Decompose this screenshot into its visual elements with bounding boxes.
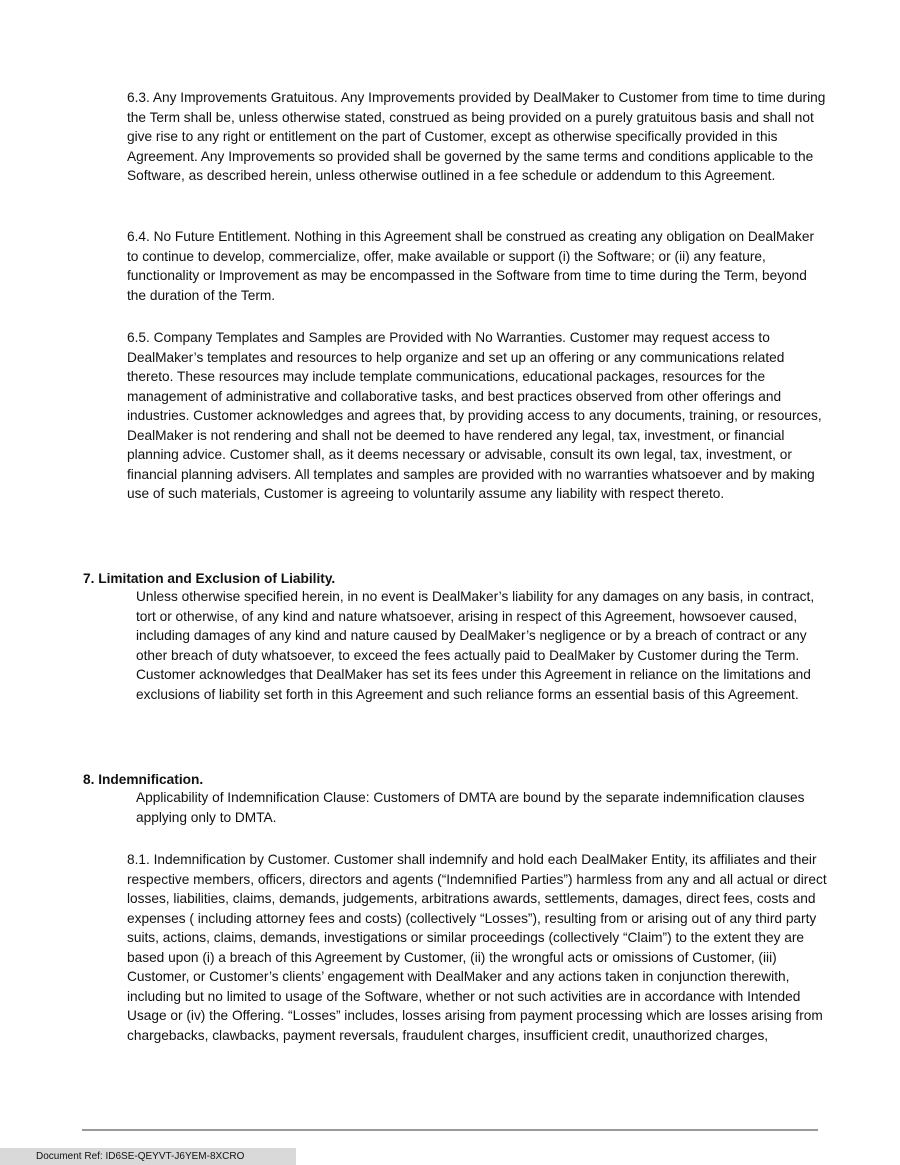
section-8-1-paragraph: 8.1. Indemnification by Customer. Customer shall indemnify and hold each DealMaker Entity, its affiliates and their respective members, officers, directors and agents (“Indemnified Parties”) harmless from any and all actual or direct losses, liabilities, claims, demands, judgements, arbitrations awards, settlements, damages, direct fees, costs and expenses ( including attorney fees and costs) (collectively “Losses”), resulting from or arising out of any third party suits, actions, claims, demands, investigations or similar proceedings (collectively “Claim”) to the extent they are based upon (i) a breach of this Agreement by Customer, (ii) the wrongful acts or omissions of Customer, (iii) Customer, or Customer’s clients’ engagement with DealMaker and any actions taken in conjunction therewith, including but no limited to usage of the Software, whether or not such activities are in accordance with Intended Usage or (iv) the Offering. “Losses” includes, losses arising from payment processing which are losses arising from chargebacks, clawbacks, payment reversals, fraudulent charges, insufficient credit, unauthorized charges, — [127, 852, 827, 1043]
section-6-3-paragraph: 6.3. Any Improvements Gratuitous. Any Improvements provided by DealMaker to Customer from time to time during the Term shall be, unless otherwise stated, construed as being provided on a purely gratuitous basis and shall not give rise to any right or entitlement on the part of Customer, except as otherwise specifically provided in this Agreement. Any Improvements so provided shall be governed by the same terms and conditions applicable to the Software, as described herein, unless otherwise outlined in a fee schedule or addendum to this Agreement. — [127, 90, 826, 183]
section-8-heading: 8. Indemnification. — [83, 772, 204, 787]
footer-divider — [82, 1129, 818, 1131]
section-7-paragraph: Unless otherwise specified herein, in no event is DealMaker’s liability for any damages on any basis, in contract, tort or otherwise, of any kind and nature whatsoever, arising in respect of this Agreement, howsoever caused, including damages of any kind and nature caused by DealMaker’s negligence or by a breach of contract or any other breach of duty whatsoever, to exceed the fees actually paid to DealMaker by Customer during the Term. Customer acknowledges that DealMaker has set its fees under this Agreement in reliance on the limitations and exclusions of liability set forth in this Agreement and such reliance forms an essential basis of this Agreement. — [136, 589, 815, 702]
section-6-4-paragraph: 6.4. No Future Entitlement. Nothing in this Agreement shall be construed as creating any obligation on DealMaker to continue to develop, commercialize, offer, make available or support (i) the Software; or (ii) any feature, functionality or Improvement as may be encompassed in the Software from time to time during the Term, beyond the duration of the Term. — [127, 229, 815, 303]
document-ref-label: Document Ref: ID6SE-QEYVT-J6YEM-8XCRO — [0, 1148, 296, 1165]
section-8-intro-paragraph: Applicability of Indemnification Clause: Customers of DMTA are bound by the separate indemnification clauses applying only to DMTA. — [136, 790, 805, 825]
section-6-5-paragraph: 6.5. Company Templates and Samples are Provided with No Warranties. Customer may request access to DealMaker’s templates and resources to help organize and set up an offering or any communications related thereto. These resources may include template communications, educational packages, resources for the management of administrative and collaborative tasks, and best practices observed from other offerings and industries. Customer acknowledges and agrees that, by providing access to any documents, training, or resources, DealMaker is not rendering and shall not be deemed to have rendered any legal, tax, investment, or financial planning advice. Customer shall, as it deems necessary or advisable, consult its own legal, tax, investment, or financial planning advisers. All templates and samples are provided with no warranties whatsoever and by making use of such materials, Customer is agreeing to voluntarily assume any liability with respect thereto. — [127, 330, 822, 501]
section-7-heading: 7. Limitation and Exclusion of Liability. — [83, 571, 336, 586]
